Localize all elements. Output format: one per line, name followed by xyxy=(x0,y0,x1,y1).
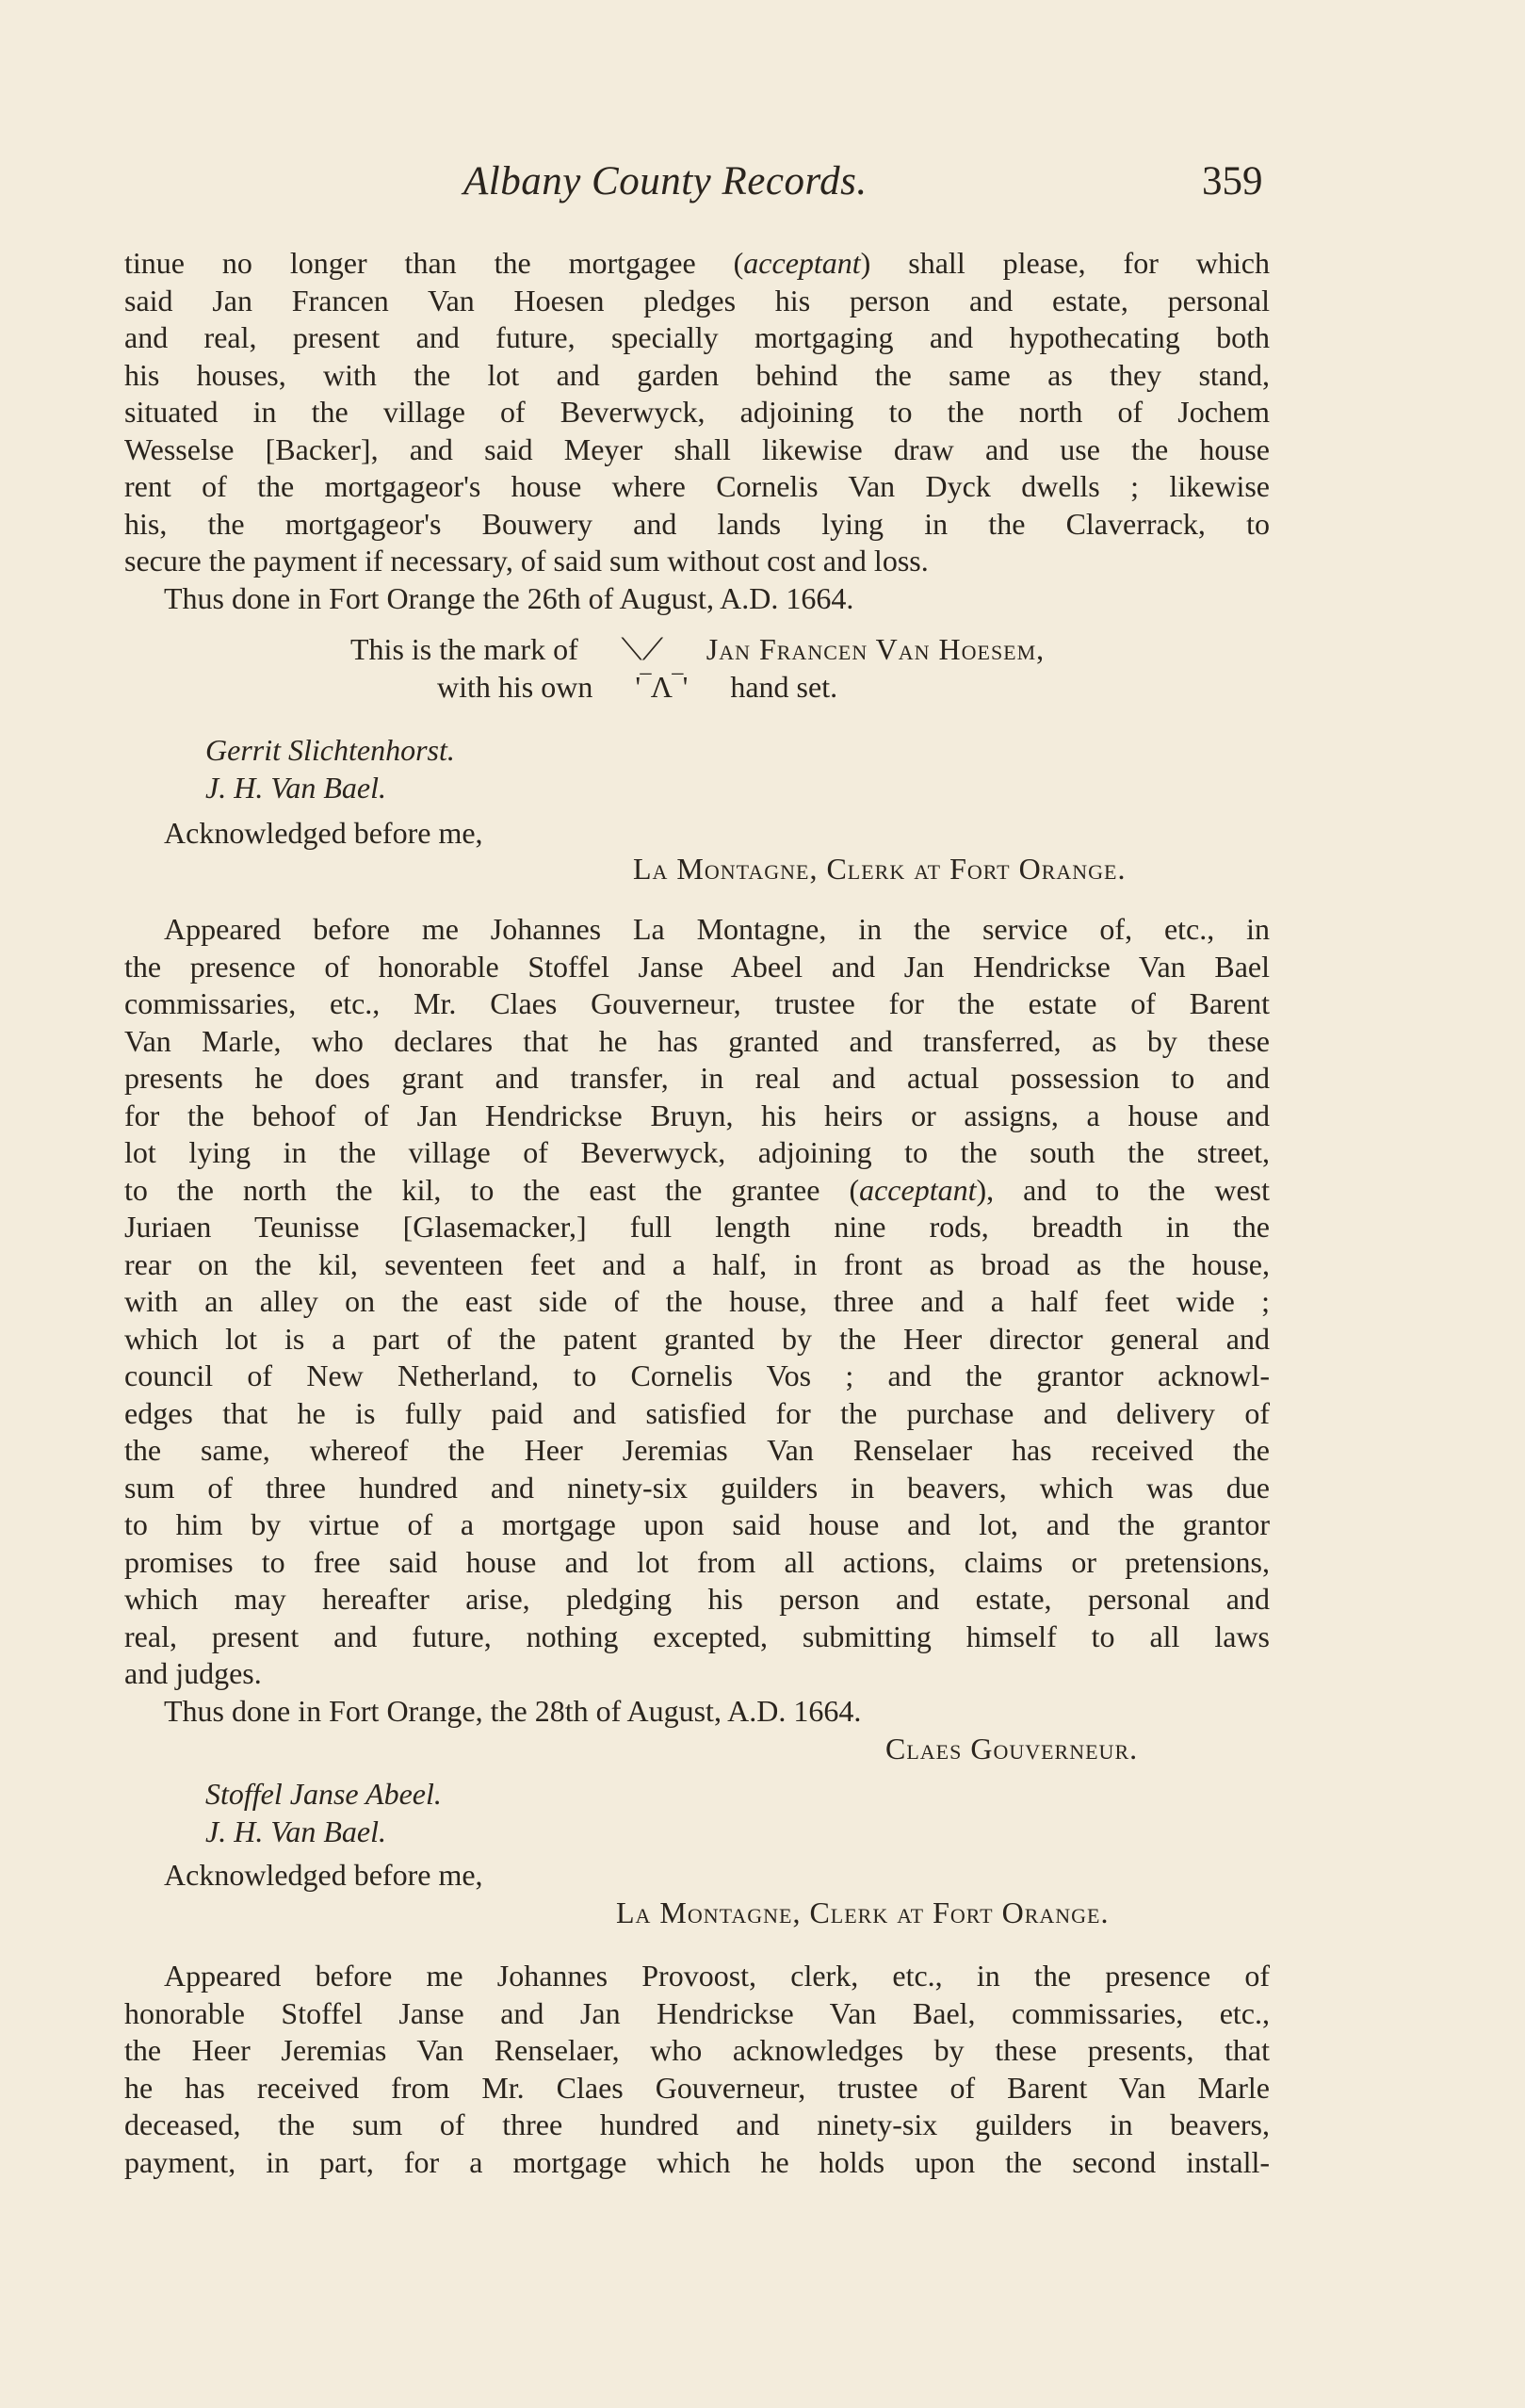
mark-text: hand set. xyxy=(730,670,838,704)
done-line: Thus done in Fort Orange, the 28th of August, A.D. 1664. xyxy=(164,1693,862,1728)
text-line: tinue no longer than the mortgagee (acceptant) shall please, for which xyxy=(124,246,1271,280)
text-line: presents he does grant and transfer, in real and actual possession to and xyxy=(124,1061,1270,1095)
mark-icon: ⟍⟋ xyxy=(621,632,664,666)
text-line: real, present and future, nothing excepted, submitting himself to all laws xyxy=(124,1619,1270,1653)
text-line: Van Marle, who declares that he has granted and transferred, as by these xyxy=(124,1023,1270,1058)
text-line: sum of three hundred and ninety-six guilders in beavers, which was due xyxy=(124,1470,1270,1505)
text-line: he has received from Mr. Claes Gouverneur, trustee of Barent Van Marle xyxy=(124,2070,1270,2105)
text-line: secure the payment if necessary, of said sum without cost and loss. xyxy=(124,544,929,578)
text-line: said Jan Francen Van Hoesen pledges his person and estate, personal xyxy=(124,283,1270,317)
mark-icon: '‾Λ‾' xyxy=(635,670,689,704)
witness-name: Gerrit Slichtenhorst. xyxy=(205,733,455,767)
text-line: situated in the village of Beverwyck, adjoining to the north of Jochem xyxy=(124,395,1270,429)
paragraph-3 xyxy=(124,1958,1270,2181)
text-line: to the north the kil, to the east the grantee (acceptant), and to the west xyxy=(124,1172,1271,1207)
text-line: commissaries, etc., Mr. Claes Gouverneur, trustee for the estate of Barent xyxy=(124,986,1270,1020)
text-line: and judges. xyxy=(124,1656,262,1690)
text-line: Wesselse [Backer], and said Meyer shall likewise draw and use the house xyxy=(124,431,1270,466)
clerk-signature: La Montagne, Clerk at Fort Orange. xyxy=(633,852,1127,886)
text-line: rear on the kil, seventeen feet and a half, in front as broad as the house, xyxy=(124,1246,1270,1281)
text-line: council of New Netherland, to Cornelis Vos ; and the grantor acknowl- xyxy=(124,1359,1270,1392)
text-line: the Heer Jeremias Van Renselaer, who acknowledges by these presents, that xyxy=(124,2033,1270,2067)
text-line: with an alley on the east side of the house, three and a half feet wide ; xyxy=(124,1284,1270,1318)
page-header xyxy=(0,158,1525,211)
text-line: his, the mortgageor's Bouwery and lands lying in the Claverrack, to xyxy=(124,506,1270,541)
text-line: the same, whereof the Heer Jeremias Van Renselaer has received the xyxy=(124,1433,1270,1467)
acknowledged-line: Acknowledged before me, xyxy=(164,816,483,850)
done-line: Thus done in Fort Orange the 26th of August, A.D. 1664. xyxy=(164,580,854,615)
paragraph-2 xyxy=(124,911,1270,1730)
text-line: lot lying in the village of Beverwyck, adjoining to the south the street, xyxy=(124,1135,1270,1169)
mark-text: This is the mark of xyxy=(350,632,578,666)
text-line: payment, in part, for a mortgage which he holds upon the second install- xyxy=(124,2144,1270,2179)
acknowledged-line: Acknowledged before me, xyxy=(164,1858,483,1892)
text-line: for the behoof of Jan Hendrickse Bruyn, his heirs or assigns, a house and xyxy=(124,1098,1270,1132)
text-line: rent of the mortgageor's house where Cornelis Van Dyck dwells ; likewise xyxy=(124,469,1270,503)
mark-line-1 xyxy=(350,631,1045,669)
text-line: his houses, with the lot and garden behind the same as they stand, xyxy=(124,357,1270,392)
text-line: honorable Stoffel Janse and Jan Hendrickse Van Bael, commissaries, etc., xyxy=(124,1995,1270,2030)
witness-name: J. H. Van Bael. xyxy=(205,771,386,805)
signer-name: Jan Francen Van Hoesem, xyxy=(706,632,1046,666)
witness-name: Stoffel Janse Abeel. xyxy=(205,1777,442,1811)
text-line: deceased, the sum of three hundred and ninety-six guilders in beavers, xyxy=(124,2107,1270,2141)
grantor-signature: Claes Gouverneur. xyxy=(885,1732,1139,1765)
running-title: Albany County Records. xyxy=(463,159,868,203)
mark-text: with his own xyxy=(437,670,593,704)
text-line: to him by virtue of a mortgage upon said house and lot, and the grantor xyxy=(124,1507,1270,1541)
text-line: which lot is a part of the patent granted by the Heer director general and xyxy=(124,1321,1270,1356)
text-line: Juriaen Teunisse [Glasemacker,] full length nine rods, breadth in the xyxy=(124,1210,1270,1244)
text-line: Appeared before me Johannes Provoost, clerk, etc., in the presence of xyxy=(164,1959,1270,1993)
text-line: Appeared before me Johannes La Montagne, in the service of, etc., in xyxy=(164,912,1270,946)
text-line: which may hereafter arise, pledging his person and estate, personal and xyxy=(124,1582,1270,1616)
mark-line-2 xyxy=(437,669,837,707)
text-line: promises to free said house and lot from all actions, claims or pretensions, xyxy=(124,1544,1270,1579)
text-line: and real, present and future, specially mortgaging and hypothecating both xyxy=(124,320,1270,354)
clerk-signature: La Montagne, Clerk at Fort Orange. xyxy=(616,1895,1110,1929)
text-line: edges that he is fully paid and satisfied for the purchase and delivery of xyxy=(124,1395,1270,1430)
page-number: 359 xyxy=(1202,159,1263,203)
witness-name: J. H. Van Bael. xyxy=(205,1814,386,1848)
paragraph-1 xyxy=(124,245,1270,617)
text-line: the presence of honorable Stoffel Janse Abeel and Jan Hendrickse Van Bael xyxy=(124,949,1270,984)
